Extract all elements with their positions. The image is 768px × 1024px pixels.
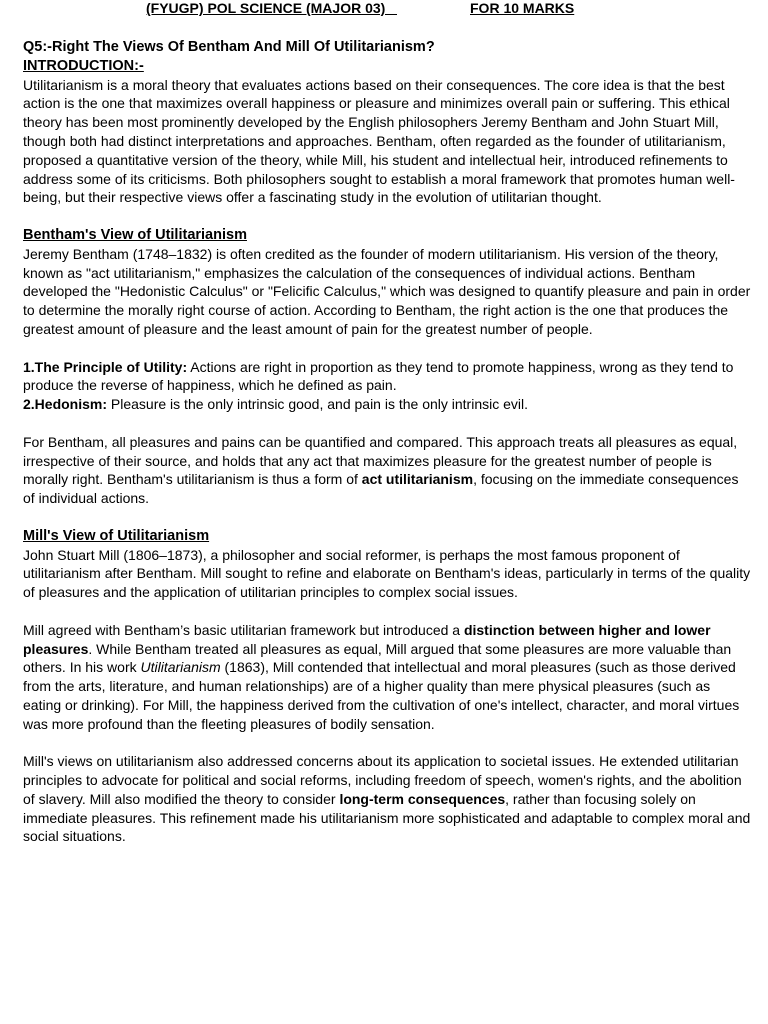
- point-utility-text: Actions are right in proportion as they tend to promote happiness, wrong as they tend to produce the reverse of happiness, which he defined as pain.: [23, 358, 734, 394]
- point-hedonism-text: Pleasure is the only intrinsic good, and pain is the only intrinsic evil.: [107, 396, 529, 413]
- question-title: Q5:-Right The Views Of Bentham And Mill Of Utilitarianism?: [23, 39, 435, 55]
- mill-paragraph-2: [23, 621, 751, 734]
- bentham-paragraph-1: Jeremy Bentham (1748–1832) is often credited as the founder of modern utilitarianism. His version of the theory, known as "act utilitarianism," emphasizes the calculation of the consequences of individual actions. Bentham developed the "Hedonistic Calculus" or "Felicific Calculus," which was designed to quantify pleasure and pain in order to determine the morally right course of action. According to Bentham, the right action is the one that produces the greatest amount of pleasure and the least amount of pain for the greatest number of people.: [23, 245, 751, 337]
- point-hedonism-label: 2.Hedonism:: [23, 396, 108, 413]
- bentham-p2-text-b: , focusing on the immediate consequences of individual actions.: [23, 471, 739, 507]
- mill-p3-text-a: Mill's views on utilitarianism also addressed concerns about its application to societal issues. He extended utilitarian principles to advocate for political and social reforms, including freedom of speech, women's rights, and the abolition of slavery. Mill also modified the theory to consider: [23, 753, 742, 807]
- intro-heading: INTRODUCTION:-: [23, 57, 144, 74]
- course-header: (FYUGP) POL SCIENCE (MAJOR 03): [146, 0, 397, 16]
- mill-p2-text-b: . While Bentham treated all pleasures as equal, Mill argued that some pleasures are more valuable than others. In his work: [23, 640, 732, 676]
- intro-paragraph: Utilitarianism is a moral theory that evaluates actions based on their consequences. The core idea is that the best action is the one that maximizes overall happiness or pleasure and minimizes overall pain or suffering. This ethical theory has been most prominently developed by the English philosophers Jeremy Bentham and John Stuart Mill, though both had distinct interpretations and approaches. Bentham, often regarded as the founder of utilitarianism, proposed a quantitative version of the theory, while Mill, his student and intellectual heir, introduced refinements to address some of its criticisms. Both philosophers sought to establish a moral framework that promotes human well-being, but their respective views offer a fascinating study in the evolution of utilitarian thought.: [23, 76, 735, 206]
- marks-header: FOR 10 MARKS: [470, 0, 575, 16]
- bentham-point-hedonism: [23, 395, 751, 414]
- document-body: [23, 38, 751, 846]
- point-utility-label: 1.The Principle of Utility:: [23, 358, 188, 375]
- mill-p3-text-b: , rather than focusing solely on immediate pleasures. This refinement made his utilitarianism more sophisticated and adaptable to complex moral and social situations.: [23, 790, 751, 845]
- bentham-p2-bold: act utilitarianism: [361, 471, 474, 488]
- mill-p2-text-c: (1863), Mill contended that intellectual and moral pleasures (such as those derived from the arts, literature, and human relationships) are of a higher quality than mere physical pleasures (such as eating or drinking). For Mill, the happiness derived from the cultivation of one's intellect, character, and moral virtues was more profound than the fleeting pleasures of bodily sensation.: [23, 659, 740, 732]
- mill-paragraph-3: [23, 752, 751, 846]
- bentham-p2-text-a: For Bentham, all pleasures and pains can be quantified and compared. This approach treats all pleasures as equal, irrespective of their source, and holds that any act that maximizes pleasure for the greatest number of people is morally right. Bentham's utilitarianism is thus a form of: [23, 433, 738, 488]
- mill-heading: Mill's View of Utilitarianism: [23, 527, 210, 544]
- bentham-heading: Bentham's View of Utilitarianism: [23, 226, 247, 243]
- mill-p2-italic: Utilitarianism: [140, 659, 221, 676]
- mill-p3-bold: long-term consequences: [339, 790, 506, 807]
- bentham-point-utility: [23, 358, 751, 396]
- mill-p2-bold: distinction between higher and lower pleasures: [23, 621, 711, 657]
- mill-p2-text-a: Mill agreed with Bentham’s basic utilitarian framework but introduced a: [23, 621, 464, 638]
- mill-paragraph-1: John Stuart Mill (1806–1873), a philosopher and social reformer, is perhaps the most famous proponent of utilitarianism after Bentham. Mill sought to refine and elaborate on Bentham's ideas, particularly in terms of the quality of pleasures and the application of utilitarian principles to complex social issues.: [23, 546, 751, 601]
- bentham-paragraph-2: [23, 433, 751, 508]
